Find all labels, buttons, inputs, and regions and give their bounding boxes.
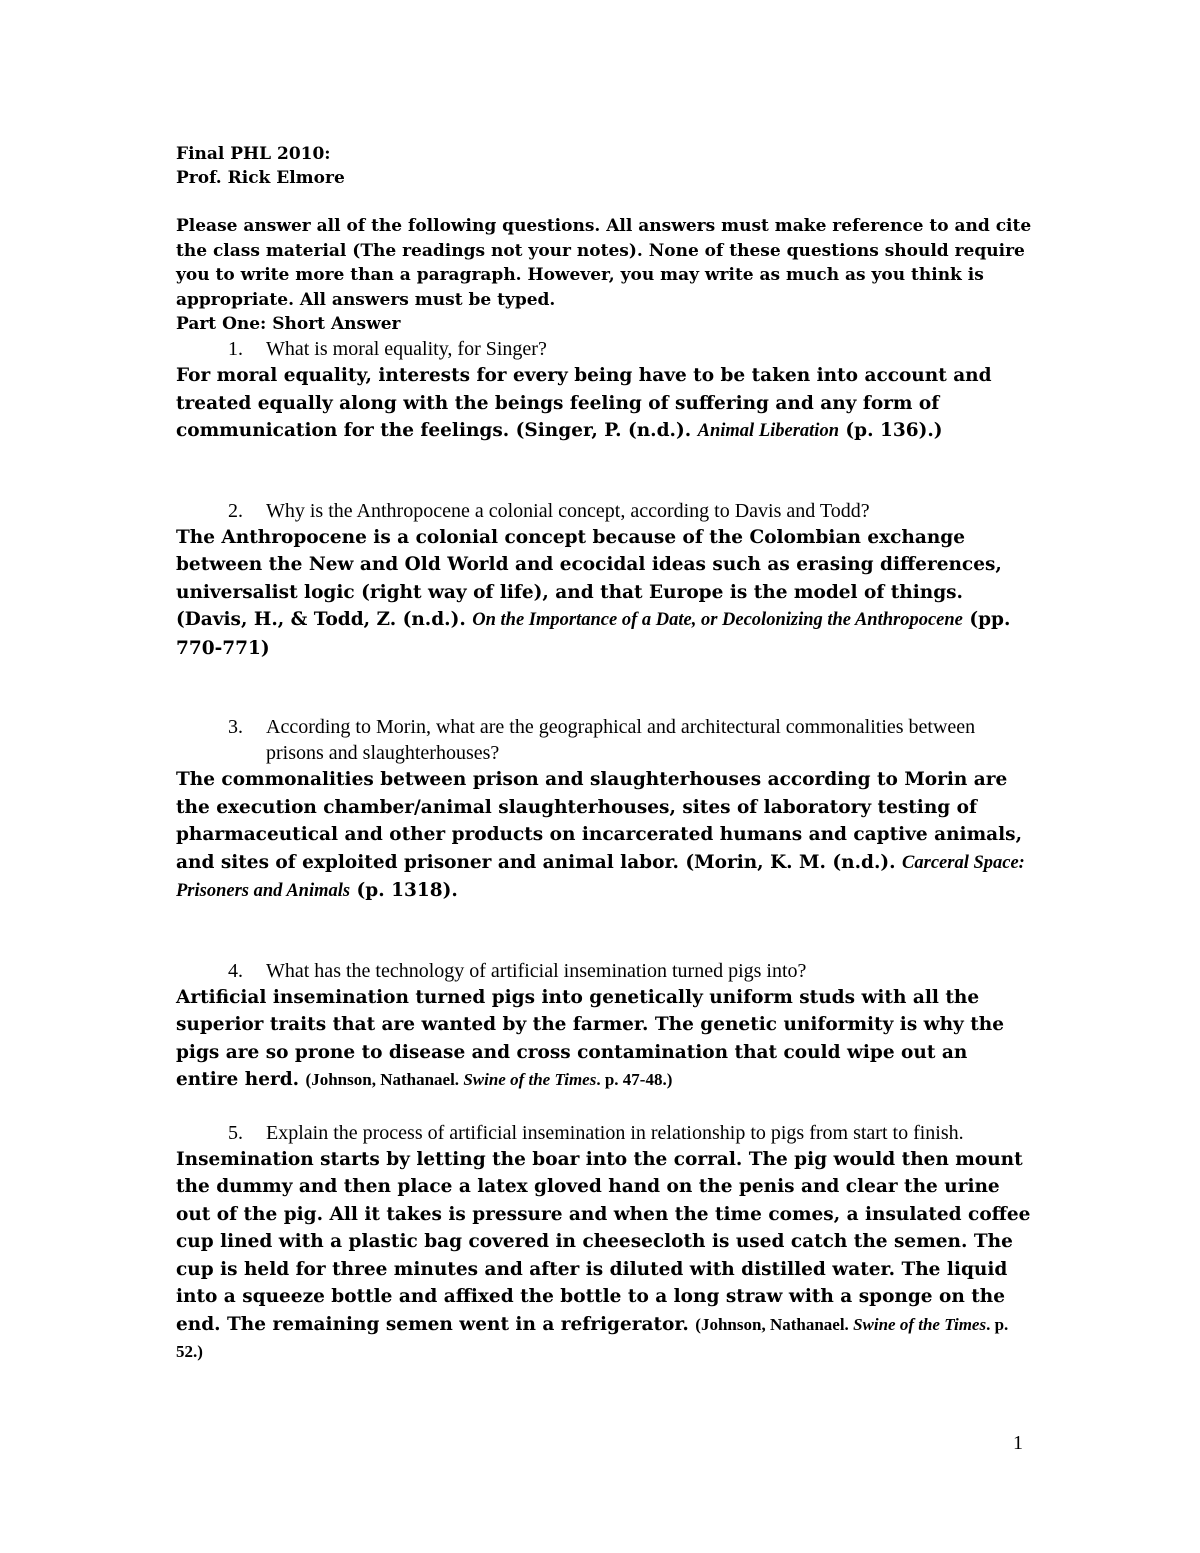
part-title: Part One: Short Answer	[176, 314, 401, 334]
spacer	[176, 906, 1036, 958]
spacer	[176, 190, 1036, 214]
document-content	[176, 138, 1036, 1366]
instructions-text: Please answer all of the following questions. All answers must make reference to and cite the class material (The readings not your notes). None of these questions should require you to write more than a paragraph. However, you may write as much as you think is appropriate. All answers must be typed.	[176, 216, 1032, 310]
question-number: 1.	[228, 338, 243, 360]
question-4	[176, 958, 1036, 984]
answer-text: For moral equality, interests for every being have to be taken into account and treated equally along with the beings feeling of suffering and any form of communication for the feelings. (Singer, P. (n.d.).	[176, 365, 992, 441]
citation-pages: . p. 47-48.)	[596, 1070, 673, 1089]
question-number: 2.	[228, 499, 243, 522]
question-5	[176, 1120, 1036, 1146]
citation	[306, 1070, 673, 1089]
answer-1	[176, 362, 1036, 446]
question-number: 5.	[228, 1121, 243, 1144]
question-1	[176, 336, 1036, 362]
question-2	[176, 498, 1036, 524]
question-number: 3.	[228, 716, 243, 738]
answer-2	[176, 524, 1036, 663]
professor-name: Prof. Rick Elmore	[176, 168, 345, 188]
answer-text: Insemination starts by letting the boar into the corral. The pig would then mount the dummy and then place a latex gloved hand on the penis and clear the urine out of the pig. All it takes is pressure and when the time comes, a insulated coffee cup lined with a plastic bag covered in cheesecloth is used catch the semen. The cup is held for three minutes and after is diluted with distilled water. The liquid into a squeeze bottle and affixed the bottle to a long straw with a sponge on the end. The remaining semen went in a refrigerator.	[176, 1148, 1031, 1335]
spacer	[176, 662, 1036, 714]
answer-5	[176, 1146, 1036, 1366]
citation-pages: . p. 52.)	[176, 1314, 1009, 1361]
question-text: What has the technology of artificial insemination turned pigs into?	[266, 959, 807, 982]
citation-source: Carceral Space: Prisoners and Animals	[176, 852, 1025, 901]
answer-4	[176, 984, 1036, 1094]
citation-source: On the Importance of a Date, or Decolonizing the Anthropocene	[472, 610, 963, 630]
question-3	[176, 714, 1036, 766]
citation-source: Swine of the Times	[853, 1314, 987, 1334]
spacer	[176, 446, 1036, 498]
question-text: According to Morin, what are the geographical and architectural commonalities between prisons and slaughterhouses?	[266, 716, 976, 764]
exam-title: Final PHL 2010:	[176, 144, 331, 164]
answer-3	[176, 766, 1036, 906]
citation-pages: (p. 1318).	[350, 880, 458, 901]
answer-text: The Anthropocene is a colonial concept because of the Colombian exchange between the New and Old World and ecocidal ideas such as erasing differences, universalist logic (right way of life), and that Europe is the model of things. (Davis, H., & Todd, Z. (n.d.).	[176, 526, 1002, 630]
citation-author: (Johnson, Nathanael.	[305, 1070, 464, 1089]
citation-pages: (p. 136).)	[838, 420, 943, 441]
question-text: Why is the Anthropocene a colonial concept, according to Davis and Todd?	[266, 499, 870, 522]
question-text: What is moral equality, for Singer?	[266, 338, 547, 360]
answer-text: The commonalities between prison and slaughterhouses according to Morin are the execution chamber/animal slaughterhouses, sites of laboratory testing of pharmaceutical and other products on incarcerated humans and captive animals, and sites of exploited prisoner and animal labor. (Morin, K. M. (n.d.).	[176, 769, 1023, 873]
citation-source: Animal Liberation	[697, 421, 839, 441]
citation-author: (Johnson, Nathanael.	[695, 1314, 854, 1334]
answer-text: Artificial insemination turned pigs into genetically uniform studs with all the superior traits that are wanted by the farmer. The genetic uniformity is why the pigs are so prone to disease and cross contamination that could wipe out an entire herd.	[176, 986, 1005, 1090]
citation-source: Swine of the Times	[463, 1070, 597, 1089]
question-number: 4.	[228, 959, 243, 982]
citation-pages: (pp. 770-771)	[176, 609, 1011, 659]
page-number: 1	[1013, 1432, 1023, 1454]
spacer	[176, 1094, 1036, 1120]
question-text: Explain the process of artificial insemination in relationship to pigs from start to finish.	[266, 1121, 964, 1144]
